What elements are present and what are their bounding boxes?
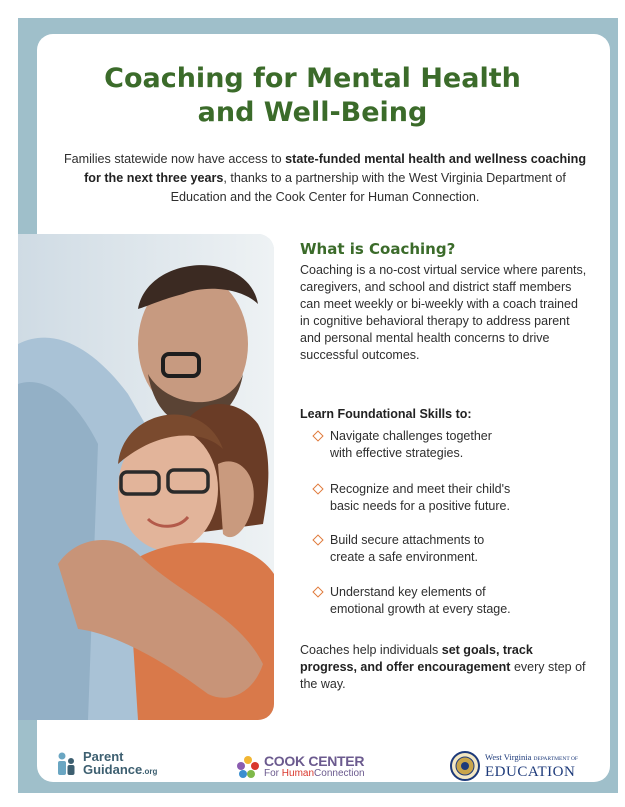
diamond-bullet-icon: [312, 430, 323, 441]
skills-heading: Learn Foundational Skills to:: [300, 407, 472, 421]
father-daughter-photo: [18, 234, 274, 720]
cook-center-name: COOK CENTER: [264, 753, 365, 769]
skill-item: [314, 532, 574, 566]
family-icon: [56, 752, 78, 776]
cook-center-tagline: For HumanConnection: [264, 768, 365, 779]
closing-bold: set goals, track progress, and offer encouragement: [300, 643, 533, 674]
cook-center-flower-icon: [236, 755, 260, 779]
state-seal-icon: [450, 751, 480, 781]
parent-guidance-line-1: Parent: [83, 749, 124, 764]
skill-item: [314, 428, 574, 462]
what-is-coaching-text: Coaching is a no-cost virtual service where parents, caregivers, and school and district staff members can meet weekly or bi-weekly with a coach trained in cognitive behavioral therapy to address parent and personal mental health concerns to drive successful outcomes.: [300, 263, 587, 362]
intro-bold: state-funded mental health and wellness coaching for the next three years: [84, 152, 587, 185]
closing-text-1: Coaches help individuals: [300, 643, 442, 657]
what-is-coaching-heading: What is Coaching?: [300, 240, 456, 258]
skill-item: [314, 584, 574, 618]
page-title: [0, 62, 625, 130]
closing-paragraph: [300, 642, 590, 693]
cook-center-logo: [236, 754, 365, 779]
title-line-2: and Well-Being: [197, 97, 428, 128]
closing-text-2: every step of the way.: [300, 660, 586, 691]
skill-item-text: Understand key elements of emotional growth at every stage.: [330, 585, 511, 616]
skill-item-text: Build secure attachments to create a safe environment.: [330, 533, 485, 564]
parent-guidance-suffix: .org: [142, 767, 158, 776]
skill-item-text: Navigate challenges together with effective strategies.: [330, 429, 492, 460]
intro-text-1: Families statewide now have access to: [63, 152, 286, 166]
intro-text-2: , thanks to a partnership with the West Virginia Department of Education and the Cook Center for Human Connection.: [170, 171, 566, 204]
wv-education-logo: [450, 751, 578, 781]
parent-guidance-line-2: Guidance: [83, 762, 143, 777]
skill-item: [314, 481, 574, 515]
title-line-1: Coaching for Mental Health: [104, 63, 521, 94]
diamond-bullet-icon: [312, 586, 323, 597]
skill-item-text: Recognize and meet their child's basic needs for a positive future.: [330, 482, 511, 513]
diamond-bullet-icon: [312, 534, 323, 545]
wv-state-line: West Virginia DEPARTMENT OF: [485, 751, 578, 762]
diamond-bullet-icon: [312, 483, 323, 494]
wv-education-word: EDUCATION: [485, 763, 576, 780]
parent-guidance-logo: [56, 750, 157, 778]
intro-paragraph: [60, 150, 590, 207]
